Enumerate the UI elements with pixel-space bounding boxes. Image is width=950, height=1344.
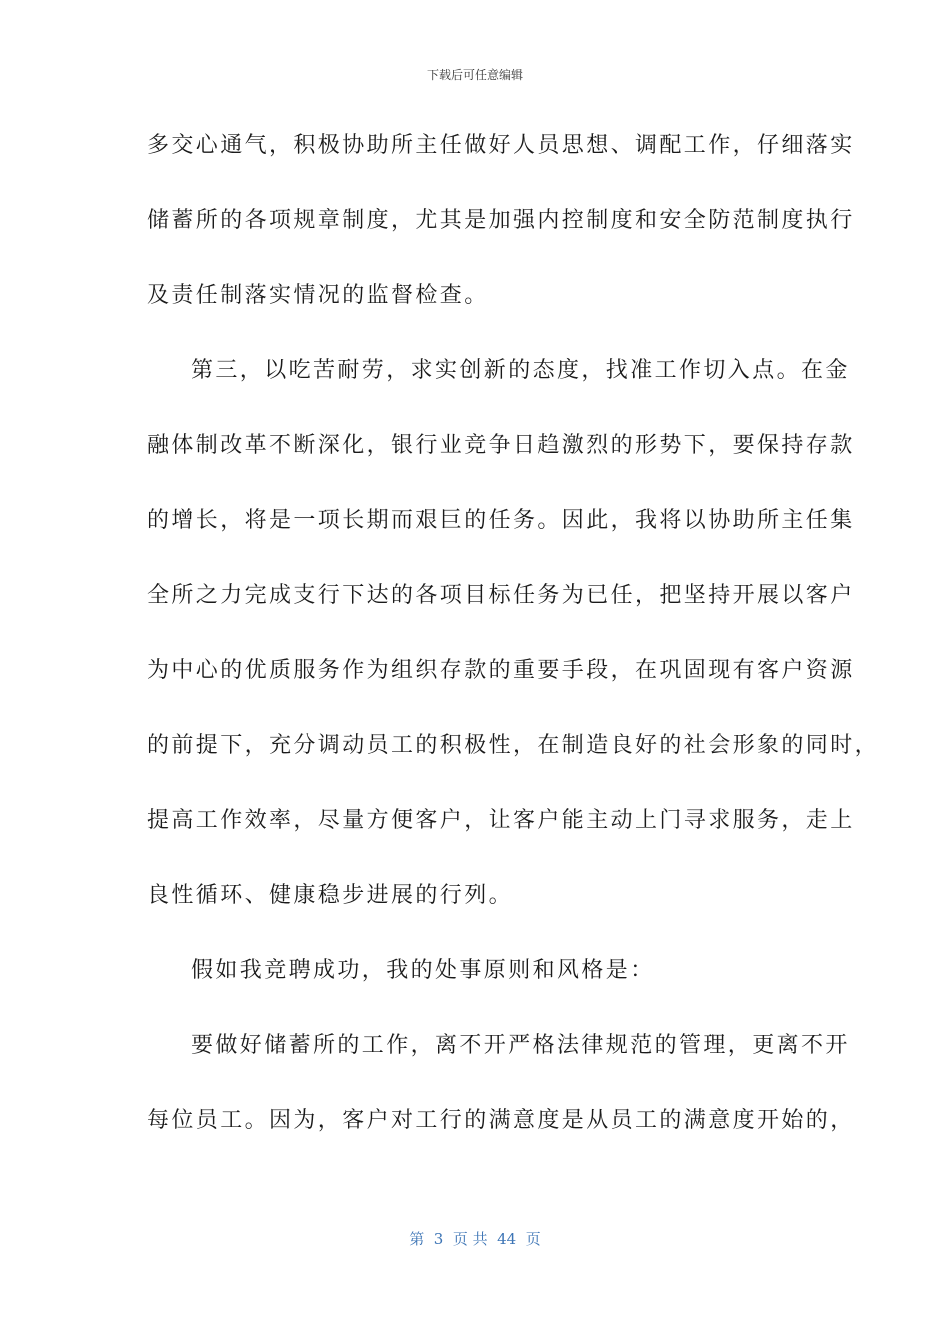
body-line: 多交心通气，积极协助所主任做好人员思想、调配工作，仔细落实 — [147, 133, 855, 158]
body-line: 每位员工。因为，客户对工行的满意度是从员工的满意度开始的， — [147, 1108, 855, 1133]
body-line: 提高工作效率，尽量方便客户，让客户能主动上门寻求服务，走上 — [147, 808, 855, 833]
page-header: 下载后可任意编辑 — [426, 68, 523, 82]
paragraph-start-line: 要做好储蓄所的工作，离不开严格法律规范的管理，更离不开 — [191, 1033, 850, 1058]
body-line: 及责任制落实情况的监督检查。 — [147, 283, 489, 308]
page-number-footer: 第 3 页 共 44 页 — [409, 1230, 541, 1248]
paragraph-start-line: 假如我竞聘成功，我的处事原则和风格是： — [191, 958, 655, 983]
paragraph-start-line: 第三，以吃苦耐劳，求实创新的态度，找准工作切入点。在金 — [191, 358, 850, 383]
body-line: 的前提下，充分调动员工的积极性，在制造良好的社会形象的同时， — [147, 733, 880, 758]
body-line: 融体制改革不断深化，银行业竞争日趋激烈的形势下，要保持存款 — [147, 433, 855, 458]
body-line: 的增长，将是一项长期而艰巨的任务。因此，我将以协助所主任集 — [147, 508, 855, 533]
body-line: 良性循环、健康稳步进展的行列。 — [147, 883, 514, 908]
body-line: 全所之力完成支行下达的各项目标任务为已任，把坚持开展以客户 — [147, 583, 855, 608]
body-line: 为中心的优质服务作为组织存款的重要手段，在巩固现有客户资源 — [147, 658, 855, 683]
document-body — [147, 128, 880, 1178]
body-line: 储蓄所的各项规章制度，尤其是加强内控制度和安全防范制度执行 — [147, 208, 855, 233]
